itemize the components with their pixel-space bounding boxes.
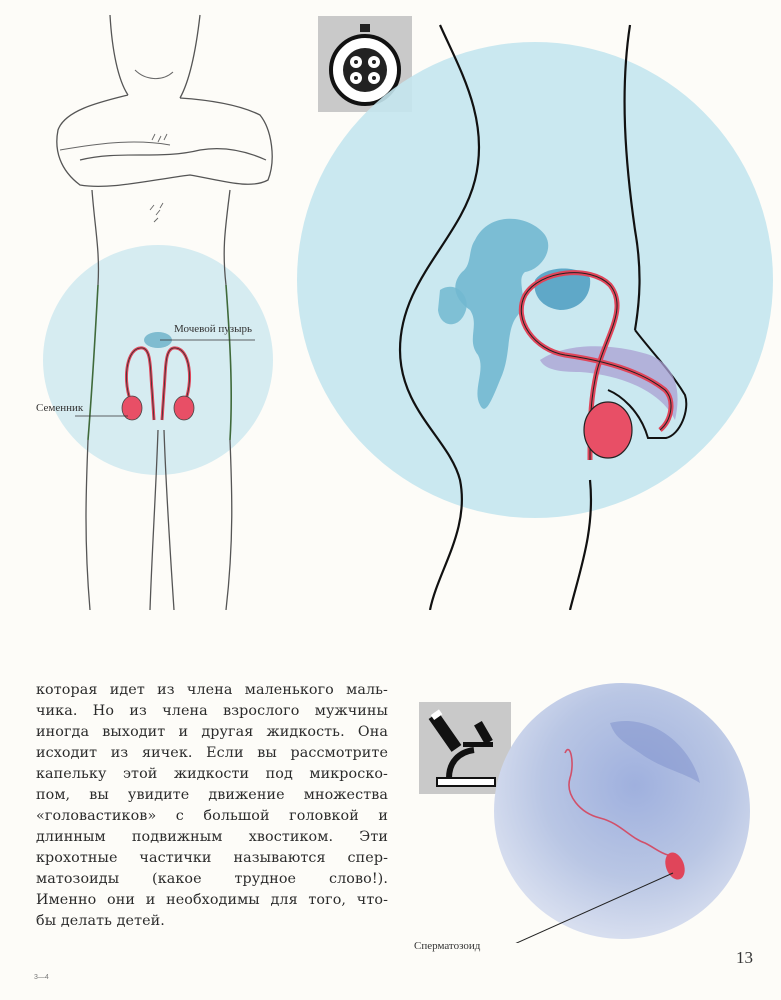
body-line: крохотные частички называются спер-: [36, 850, 388, 866]
label-sperm: Сперматозоид: [414, 940, 481, 952]
body-line: матозоиды (какое трудное слово!).: [36, 871, 388, 887]
body-line: капельку этой жидкости под микроско-: [36, 766, 388, 782]
signature-mark: 3—4: [34, 974, 49, 981]
body-line: которая идет из члена маленького маль-: [36, 682, 388, 698]
figure-front-view: [40, 10, 290, 610]
microscope-view: [470, 683, 770, 943]
page-number: 13: [736, 948, 753, 967]
testicle-right-shape: [174, 396, 194, 420]
body-line: иногда выходит и другая жидкость. Она: [36, 724, 388, 740]
body-line: исходит из яичек. Если вы рассмотрите: [36, 745, 388, 761]
body-line: бы делать детей.: [36, 913, 165, 929]
figure-side-view: [290, 10, 781, 610]
body-line: пом, вы увидите движение множества: [36, 787, 388, 803]
label-testicle: Семенник: [36, 402, 84, 414]
label-bladder: Мочевой пузырь: [174, 323, 253, 335]
body-line: «головастиков» с большой головкой и: [36, 808, 388, 824]
body-line: Именно они и необходимы для того, что-: [36, 892, 388, 908]
body-line: чика. Но из члена взрослого мужчины: [36, 703, 388, 719]
body-paragraph: [36, 680, 388, 932]
side-testicle-shape: [584, 402, 632, 458]
body-line: длинным подвижным хвостиком. Эти: [36, 829, 388, 845]
